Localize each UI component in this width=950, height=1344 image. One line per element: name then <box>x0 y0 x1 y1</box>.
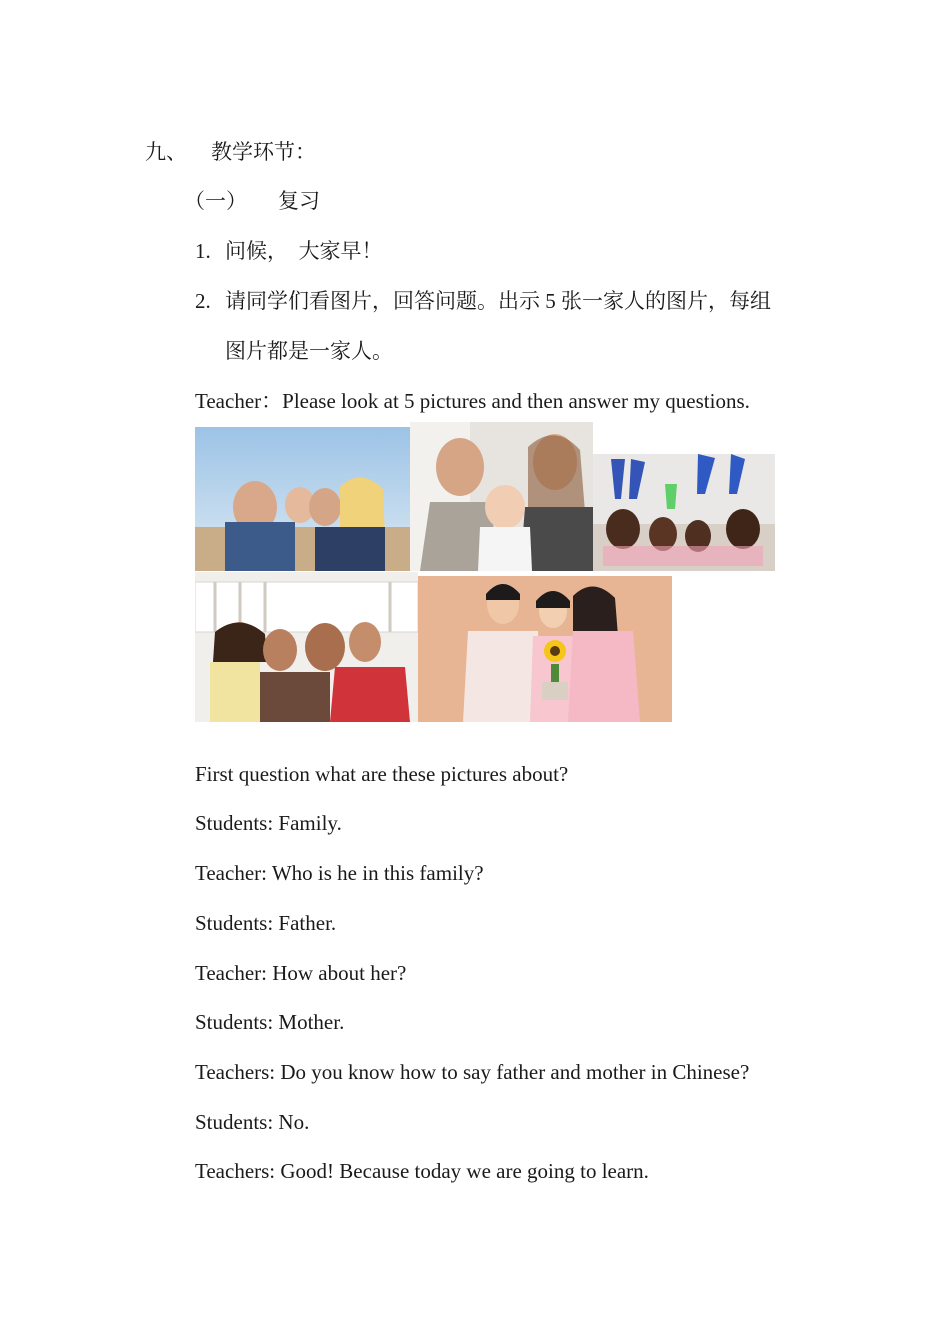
section-title: 教学环节： <box>211 140 316 164</box>
subsection-title: 复习 <box>278 189 320 213</box>
family-photo-porch <box>195 572 418 722</box>
dialogue-line: Teacher: How about her? <box>195 961 407 985</box>
family-photo-beach <box>195 427 410 571</box>
dialogue-line: Students: No. <box>195 1110 310 1134</box>
family-photo-flippers <box>593 454 775 571</box>
step-2-text: 请同学们看图片，回答问题。出示 5 张一家人的图片，每组 <box>225 289 771 313</box>
subsection-number: （一） <box>184 189 247 213</box>
step-1-number: 1. <box>195 239 211 263</box>
dialogue-line: Teacher: Who is he in this family? <box>195 861 484 885</box>
step-1-text: 问候， 大家早！ <box>225 239 383 263</box>
teacher-intro: Teacher：Please look at 5 pictures and then answer my questions. <box>195 389 750 413</box>
dialogue-line: Students: Family. <box>195 811 342 835</box>
section-number: 九、 <box>145 140 187 164</box>
dialogue-line: Teachers: Good! Because today we are going to learn. <box>195 1159 649 1183</box>
dialogue-line: Students: Father. <box>195 911 337 935</box>
dialogue-line: Students: Mother. <box>195 1010 345 1034</box>
family-photo-baby <box>410 422 593 571</box>
step-2-number: 2. <box>195 289 211 313</box>
family-photo-sunflower <box>418 576 672 722</box>
dialogue-line: Teachers: Do you know how to say father and mother in Chinese? <box>195 1060 750 1084</box>
dialogue-line: First question what are these pictures about? <box>195 762 569 786</box>
step-2-continuation: 图片都是一家人。 <box>225 339 393 363</box>
